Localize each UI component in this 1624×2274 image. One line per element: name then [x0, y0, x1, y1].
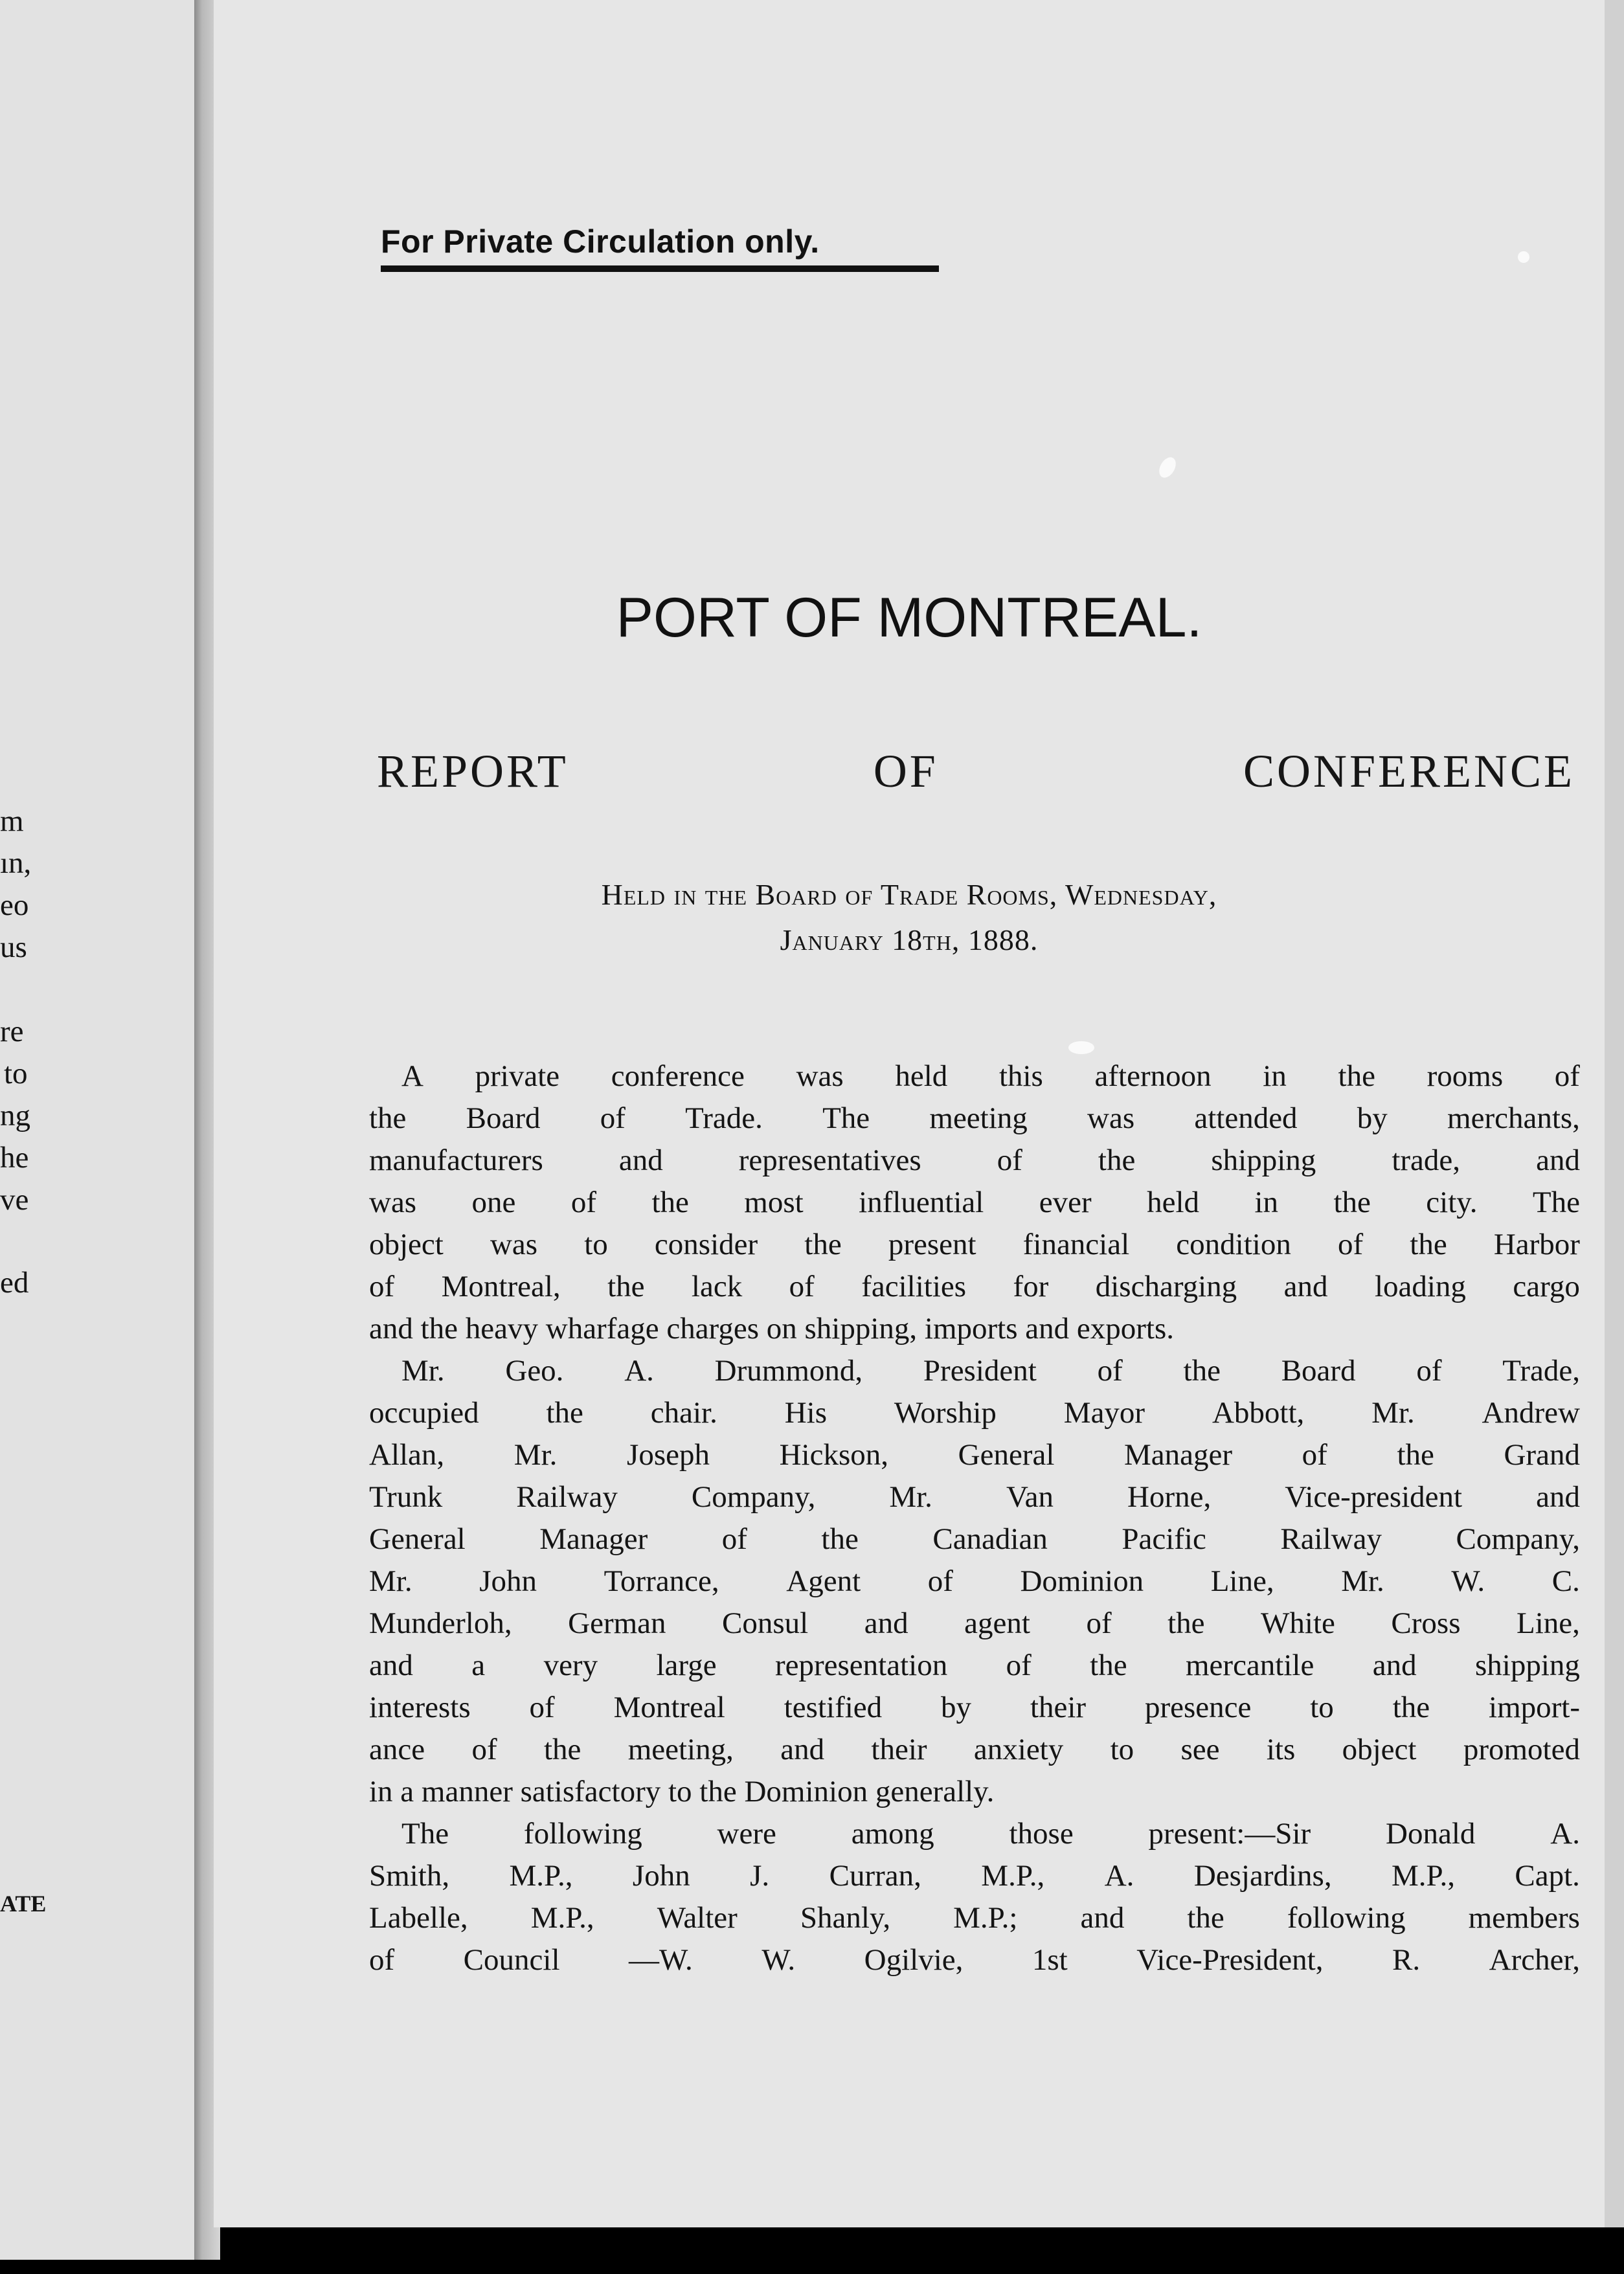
- word: merchants,: [1447, 1101, 1580, 1135]
- word: W.: [1451, 1564, 1485, 1598]
- word: Agent: [786, 1564, 861, 1598]
- word: Horne,: [1127, 1480, 1212, 1514]
- word: John: [632, 1859, 690, 1893]
- word: General: [369, 1522, 466, 1556]
- body-line: [369, 1350, 1580, 1392]
- word: Trade.: [685, 1101, 763, 1135]
- word: and: [1536, 1143, 1580, 1177]
- word: Mr.: [1341, 1564, 1384, 1598]
- word: Line,: [1517, 1606, 1580, 1640]
- word: Mr.: [889, 1480, 932, 1514]
- word: Archer,: [1489, 1943, 1580, 1977]
- word: conference: [611, 1059, 745, 1093]
- word: Walter: [657, 1901, 738, 1935]
- word: Van: [1006, 1480, 1054, 1514]
- body-line: [369, 1055, 1580, 1098]
- document-page: [214, 0, 1605, 2227]
- word: Andrew: [1482, 1396, 1580, 1430]
- word: afternoon: [1094, 1059, 1212, 1093]
- word: of: [789, 1270, 815, 1303]
- word: to: [1310, 1691, 1334, 1724]
- word: Trade,: [1502, 1354, 1580, 1388]
- word: the: [1333, 1186, 1371, 1219]
- word: shipping: [1475, 1649, 1580, 1682]
- word: interests: [369, 1691, 471, 1724]
- word: John: [479, 1564, 537, 1598]
- line-text: and the heavy wharfage charges on shipping, imports and exports.: [369, 1312, 1174, 1345]
- body-line: [369, 1645, 1580, 1687]
- word: 1st: [1032, 1943, 1068, 1977]
- body-line: [369, 1434, 1580, 1476]
- word: the: [651, 1186, 689, 1219]
- word: presence: [1144, 1691, 1252, 1724]
- word: Torrance,: [603, 1564, 719, 1598]
- word: promoted: [1463, 1733, 1580, 1766]
- word: Consul: [722, 1606, 809, 1640]
- word: a: [471, 1649, 486, 1682]
- body-line: [369, 1855, 1580, 1897]
- word: representatives: [738, 1143, 921, 1177]
- word: was: [1087, 1101, 1135, 1135]
- word: and: [864, 1606, 908, 1640]
- word: Abbott,: [1212, 1396, 1305, 1430]
- word: Worship: [894, 1396, 997, 1430]
- word: the: [1090, 1649, 1127, 1682]
- word: in: [1254, 1186, 1278, 1219]
- word: of: [997, 1143, 1022, 1177]
- word: following: [523, 1817, 642, 1851]
- word: held: [1147, 1186, 1199, 1219]
- word: and: [618, 1143, 663, 1177]
- word: Mr.: [513, 1438, 558, 1472]
- body-line: [369, 1392, 1580, 1434]
- word: Mr.: [1371, 1396, 1415, 1430]
- subtitle-word: REPORT: [377, 745, 569, 797]
- word: those: [1009, 1817, 1074, 1851]
- word: J.: [750, 1859, 770, 1893]
- word: A.: [1104, 1859, 1134, 1893]
- word: White: [1261, 1606, 1335, 1640]
- word: by: [941, 1691, 972, 1724]
- subtitle-word: CONFERENCE: [1243, 745, 1575, 797]
- body-line: [369, 1813, 1580, 1855]
- word: object: [369, 1228, 444, 1261]
- word: very: [543, 1649, 598, 1682]
- word: Railway: [516, 1480, 618, 1514]
- word: of: [721, 1522, 747, 1556]
- word: German: [568, 1606, 666, 1640]
- word: the: [1410, 1228, 1447, 1261]
- word: by: [1357, 1101, 1388, 1135]
- word: Labelle,: [369, 1901, 468, 1935]
- word: city.: [1426, 1186, 1478, 1219]
- word: manufacturers: [369, 1143, 543, 1177]
- word: The: [401, 1817, 449, 1851]
- word: the: [1397, 1438, 1434, 1472]
- word: agent: [964, 1606, 1030, 1640]
- notice-underline: [381, 265, 939, 272]
- word: Drummond,: [714, 1354, 863, 1388]
- word: lack: [691, 1270, 743, 1303]
- word: their: [1030, 1691, 1087, 1724]
- word: Mr.: [401, 1354, 445, 1388]
- word: Ogilvie,: [864, 1943, 964, 1977]
- left-fragment: us: [0, 930, 27, 964]
- word: condition: [1176, 1228, 1291, 1261]
- word: this: [998, 1059, 1043, 1093]
- document-title: PORT OF MONTREAL.: [616, 587, 1202, 649]
- word: of: [600, 1101, 626, 1135]
- word: Donald: [1386, 1817, 1476, 1851]
- word: Montreal: [613, 1691, 725, 1724]
- body-line: [369, 1266, 1580, 1308]
- body-line: [369, 1098, 1580, 1140]
- body-line: [369, 1518, 1580, 1560]
- word: the: [1187, 1901, 1224, 1935]
- word: mercantile: [1186, 1649, 1314, 1682]
- word: M.P.,: [530, 1901, 594, 1935]
- word: M.P.,: [509, 1859, 573, 1893]
- word: Dominion: [1020, 1564, 1144, 1598]
- left-fragment: ATE: [0, 1891, 47, 1917]
- line-text: in a manner satisfactory to the Dominion generally.: [369, 1775, 995, 1808]
- word: of: [1097, 1354, 1123, 1388]
- word: facilities: [861, 1270, 967, 1303]
- word: present: [888, 1228, 976, 1261]
- word: meeting,: [627, 1733, 734, 1766]
- body-line: [369, 1224, 1580, 1266]
- word: of: [1416, 1354, 1442, 1388]
- word: import-: [1489, 1691, 1580, 1724]
- word: Company,: [1456, 1522, 1580, 1556]
- word: following: [1287, 1901, 1406, 1935]
- left-fragment: m: [0, 804, 24, 838]
- word: Harbor: [1493, 1228, 1580, 1261]
- word: of: [927, 1564, 953, 1598]
- word: for: [1013, 1270, 1049, 1303]
- word: was: [369, 1186, 417, 1219]
- word: His: [784, 1396, 827, 1430]
- word: members: [1468, 1901, 1580, 1935]
- word: Geo.: [505, 1354, 564, 1388]
- word: Mr.: [369, 1564, 412, 1598]
- word: —W.: [629, 1943, 693, 1977]
- word: object: [1342, 1733, 1417, 1766]
- word: Manager: [539, 1522, 648, 1556]
- meeting-date-line: January 18th, 1888.: [780, 923, 1039, 956]
- body-line: [369, 1560, 1580, 1603]
- word: the: [369, 1101, 407, 1135]
- body-line: [369, 1771, 1580, 1813]
- word: Railway: [1280, 1522, 1382, 1556]
- word: A: [401, 1059, 423, 1093]
- word: cargo: [1513, 1270, 1580, 1303]
- word: of: [369, 1943, 395, 1977]
- body-line: [369, 1897, 1580, 1939]
- word: present:—Sir: [1148, 1817, 1311, 1851]
- private-circulation-notice: For Private Circulation only.: [381, 223, 820, 260]
- word: M.P.;: [953, 1901, 1018, 1935]
- word: loading: [1374, 1270, 1466, 1303]
- word: W.: [761, 1943, 796, 1977]
- word: Trunk: [369, 1480, 443, 1514]
- word: Line,: [1210, 1564, 1274, 1598]
- word: of: [1086, 1606, 1112, 1640]
- word: among: [851, 1817, 934, 1851]
- word: in: [1263, 1059, 1287, 1093]
- word: private: [475, 1059, 560, 1093]
- word: see: [1180, 1733, 1220, 1766]
- word: consider: [654, 1228, 758, 1261]
- body-line: [369, 1939, 1580, 1981]
- body-line: [369, 1687, 1580, 1729]
- word: Hickson,: [779, 1438, 889, 1472]
- word: the: [1098, 1143, 1136, 1177]
- word: A.: [624, 1354, 654, 1388]
- word: the: [804, 1228, 842, 1261]
- word: were: [717, 1817, 776, 1851]
- body-line: [369, 1140, 1580, 1182]
- word: to: [1110, 1733, 1134, 1766]
- word: trade,: [1392, 1143, 1461, 1177]
- body-line: [369, 1308, 1580, 1350]
- word: the: [1338, 1059, 1375, 1093]
- word: chair.: [650, 1396, 717, 1430]
- word: Canadian: [932, 1522, 1048, 1556]
- word: of: [1006, 1649, 1032, 1682]
- scan-speck: [1156, 455, 1179, 480]
- word: rooms: [1427, 1059, 1504, 1093]
- word: was: [490, 1228, 538, 1261]
- word: to: [584, 1228, 608, 1261]
- word: attended: [1194, 1101, 1298, 1135]
- word: Curran,: [829, 1859, 921, 1893]
- word: Board: [466, 1101, 541, 1135]
- word: Vice-President,: [1136, 1943, 1324, 1977]
- word: of: [1554, 1059, 1580, 1093]
- word: R.: [1392, 1943, 1421, 1977]
- word: the: [1392, 1691, 1430, 1724]
- word: meeting: [929, 1101, 1028, 1135]
- left-fragment: re: [0, 1015, 24, 1048]
- left-fragment: ve: [0, 1183, 29, 1217]
- word: its: [1266, 1733, 1296, 1766]
- word: Desjardins,: [1193, 1859, 1332, 1893]
- word: discharging: [1095, 1270, 1237, 1303]
- word: one: [471, 1186, 516, 1219]
- word: Grand: [1504, 1438, 1580, 1472]
- word: of: [471, 1733, 497, 1766]
- word: large: [656, 1649, 717, 1682]
- word: ance: [369, 1733, 425, 1766]
- word: The: [1532, 1186, 1580, 1219]
- word: General: [958, 1438, 1055, 1472]
- word: President: [923, 1354, 1037, 1388]
- word: Munderloh,: [369, 1606, 512, 1640]
- body-line: [369, 1476, 1580, 1518]
- word: testified: [784, 1691, 883, 1724]
- word: Council: [463, 1943, 560, 1977]
- word: of: [529, 1691, 555, 1724]
- left-fragment: ng: [0, 1099, 30, 1132]
- word: held: [895, 1059, 948, 1093]
- word: Manager: [1124, 1438, 1233, 1472]
- word: the: [821, 1522, 859, 1556]
- word: Vice-president: [1285, 1480, 1463, 1514]
- left-facing-page: [0, 0, 202, 2260]
- word: Pacific: [1122, 1522, 1206, 1556]
- document-subtitle: [377, 745, 1575, 798]
- word: C.: [1551, 1564, 1580, 1598]
- report-body: [369, 1055, 1580, 1981]
- word: the: [607, 1270, 645, 1303]
- left-fragment: to: [4, 1057, 28, 1090]
- word: A.: [1550, 1817, 1580, 1851]
- word: and: [1080, 1901, 1125, 1935]
- word: of: [1337, 1228, 1364, 1261]
- left-fragment: he: [0, 1141, 29, 1175]
- body-line: [369, 1603, 1580, 1645]
- word: representation: [774, 1649, 948, 1682]
- left-fragment: ın,: [0, 846, 32, 880]
- word: Shanly,: [800, 1901, 891, 1935]
- word: anxiety: [973, 1733, 1064, 1766]
- word: ever: [1039, 1186, 1092, 1219]
- word: Montreal,: [441, 1270, 561, 1303]
- word: of: [369, 1270, 395, 1303]
- left-fragment: ed: [0, 1266, 29, 1300]
- word: occupied: [369, 1396, 479, 1430]
- word: the: [1167, 1606, 1205, 1640]
- word: and: [1283, 1270, 1328, 1303]
- word: their: [871, 1733, 927, 1766]
- meeting-venue-line: Held in the Board of Trade Rooms, Wednesday,: [601, 878, 1217, 911]
- word: and: [1536, 1480, 1580, 1514]
- word: Allan,: [369, 1438, 445, 1472]
- word: of: [570, 1186, 596, 1219]
- word: shipping: [1211, 1143, 1316, 1177]
- word: Mayor: [1063, 1396, 1145, 1430]
- word: Company,: [691, 1480, 816, 1514]
- word: and: [369, 1649, 413, 1682]
- word: Joseph: [627, 1438, 710, 1472]
- word: Cross: [1391, 1606, 1461, 1640]
- subtitle-word: OF: [873, 745, 938, 797]
- word: the: [1183, 1354, 1221, 1388]
- word: the: [543, 1733, 581, 1766]
- body-line: [369, 1729, 1580, 1771]
- scan-speck: [1518, 251, 1529, 263]
- word: financial: [1022, 1228, 1130, 1261]
- word: Smith,: [369, 1859, 450, 1893]
- word: and: [1372, 1649, 1417, 1682]
- word: M.P.,: [981, 1859, 1045, 1893]
- body-line: [369, 1182, 1580, 1224]
- word: M.P.,: [1392, 1859, 1455, 1893]
- word: The: [822, 1101, 870, 1135]
- page-edge: [1605, 0, 1624, 2227]
- word: most: [744, 1186, 804, 1219]
- left-fragment: eo: [0, 888, 29, 922]
- word: the: [546, 1396, 583, 1430]
- word: Capt.: [1515, 1859, 1580, 1893]
- word: influential: [859, 1186, 984, 1219]
- word: was: [796, 1059, 844, 1093]
- scan-speck: [1068, 1041, 1094, 1054]
- word: Board: [1281, 1354, 1356, 1388]
- word: and: [780, 1733, 825, 1766]
- word: of: [1302, 1438, 1327, 1472]
